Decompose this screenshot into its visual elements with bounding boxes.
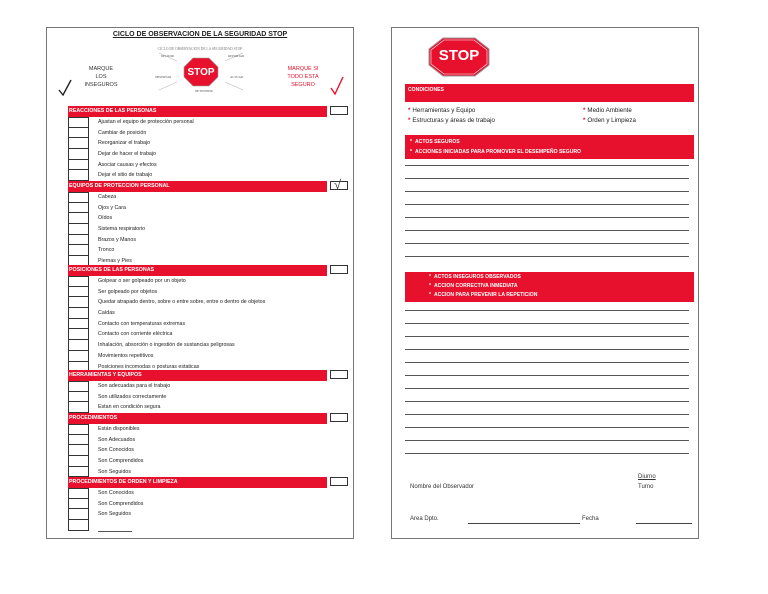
- item-checkbox[interactable]: [68, 445, 89, 456]
- shift-value: Diurno: [638, 474, 656, 480]
- observer-name-label: Nombre del Observador: [410, 484, 475, 490]
- item-checkbox[interactable]: [68, 499, 89, 510]
- date-input-line[interactable]: [636, 523, 692, 524]
- section-posiciones-header: POSICIONES DE LAS PERSONAS: [68, 265, 327, 276]
- item-checkbox[interactable]: [68, 351, 89, 362]
- item-checkbox[interactable]: [68, 435, 89, 446]
- condition-item: * Orden y Limpieza: [583, 117, 636, 124]
- item-checkbox[interactable]: [68, 319, 89, 330]
- check-mark-icon: √: [334, 177, 342, 192]
- item-checkbox[interactable]: [68, 340, 89, 351]
- section-reacciones-checkbox[interactable]: [330, 106, 348, 115]
- section-orden-limpieza-header: PROCEDIMIENTOS DE ORDEN Y LIMPIEZA: [68, 477, 327, 488]
- section-epp-checkbox[interactable]: [330, 177, 348, 192]
- actos-seguros-label: * ACTOS SEGUROS: [410, 139, 460, 145]
- item-checkbox[interactable]: [68, 488, 89, 499]
- item-checkbox[interactable]: [68, 117, 89, 128]
- section-reacciones-header: REACCIONES DE LAS PERSONAS: [68, 106, 327, 117]
- page-subtitle: CICLO DE OBSERVACION DE LA SEGURIDAD STOP: [157, 47, 243, 51]
- item-checkbox[interactable]: [68, 509, 89, 520]
- section-procedimientos-checkbox[interactable]: [330, 413, 348, 422]
- area-label: Area Dpto.: [410, 516, 439, 522]
- area-input-line[interactable]: [468, 523, 580, 524]
- item-checkbox[interactable]: [68, 245, 89, 256]
- page-title: CICLO DE OBSERVACION DE LA SEGURIDAD STOP: [112, 31, 288, 38]
- mark-safe-instruction: MARQUE SI TODO ESTA SEGURO: [287, 66, 319, 88]
- stop-sign-logo: [183, 57, 219, 87]
- mark-unsafe-instruction: MARQUE LOS INSEGUROS: [84, 66, 118, 88]
- condition-item: * Estructuras y áreas de trabajo: [408, 117, 495, 124]
- section-epp-header: EQUIPOS DE PROTECCION PERSONAL: [68, 181, 327, 192]
- blank-item-underline: [98, 531, 132, 532]
- item-checkbox[interactable]: [68, 308, 89, 319]
- section-herramientas-header: HERRAMIENTAS Y EQUIPOS: [68, 370, 327, 381]
- right-page-report: [391, 27, 699, 539]
- accion-correctiva-label: * ACCION CORRECTIVA INMEDIATA: [429, 283, 518, 289]
- shift-label: Turno: [638, 484, 654, 490]
- item-checkbox[interactable]: [68, 329, 89, 340]
- item-checkbox[interactable]: [68, 170, 89, 181]
- section-herramientas-checkbox[interactable]: [330, 370, 348, 379]
- date-label: Fecha: [582, 516, 599, 522]
- item-checkbox[interactable]: [68, 203, 89, 214]
- item-checkbox[interactable]: [68, 456, 89, 467]
- accion-prevenir-label: * ACCION PARA PREVENIR LA REPETICION: [429, 292, 538, 298]
- item-checkbox[interactable]: [68, 160, 89, 171]
- condition-item: * Herramientas y Equipo: [408, 107, 476, 114]
- condition-item: * Medio Ambiente: [583, 107, 632, 114]
- item-checkbox[interactable]: [68, 138, 89, 149]
- item-checkbox[interactable]: [68, 520, 89, 531]
- stop-logo-text: STOP: [187, 67, 215, 78]
- section-procedimientos-header: PROCEDIMIENTOS: [68, 413, 327, 424]
- item-checkbox[interactable]: [68, 213, 89, 224]
- section-orden-limpieza-checkbox[interactable]: [330, 477, 348, 486]
- stop-sign-logo: [428, 37, 490, 77]
- checkmark-icon: [57, 79, 73, 97]
- item-checkbox[interactable]: [68, 149, 89, 160]
- item-checkbox[interactable]: [68, 224, 89, 235]
- acciones-iniciadas-label: * ACCIONES INICIADAS PARA PROMOVER EL DESEMPEÑO SEGURO: [410, 149, 582, 155]
- item-checkbox[interactable]: [68, 424, 89, 435]
- section-posiciones-checkbox[interactable]: [330, 265, 348, 274]
- stop-logo-text: STOP: [438, 47, 480, 64]
- item-checkbox[interactable]: [68, 392, 89, 403]
- item-checkbox[interactable]: [68, 402, 89, 413]
- item-checkbox[interactable]: [68, 276, 89, 287]
- item-checkbox[interactable]: [68, 235, 89, 246]
- condiciones-title: CONDICIONES: [408, 87, 444, 93]
- item-checkbox[interactable]: [68, 287, 89, 298]
- item-checkbox[interactable]: [68, 128, 89, 139]
- left-page-checklist: CICLO DE OBSERVACION DE LA SEGURIDAD STOP CICLO DE OBSERVACION DE LA SEGURIDAD STOP DECIDIR REPORTAR OBSERVAR ACTUAR DETENERSE STOP MARQUE LOS INSEGUROS MARQUE SI TODO ESTA SEGURO REACCIONES DE LAS PERSONAS Ajustan el equipo de protección personal Cambiar de posición Reorganizar el trabajo Dejar de hacer el trabajo Asociar causas y efectos Dejar el sitio de trabajo EQUIPOS DE PROTECCION PERSONAL √ Cabeza Ojos y Cara Oídos Sistema respiratorio Brazos y Manos Tronco Piernas y Pies POSICIONES DE LAS PERSONAS Golpear o ser golpeado por un objeto Ser golpeado por objetos Quedar atrapado dentro, sobre o entre sobre, entre o dentro de objetos Caídas Contacto con temperaturas extremas Contacto con corriente eléctrica Inhalación, absorción o ingestión de sustancias peligrosas Movimientos repetitivos Posiciones incomodas o posturas estaticas HERRAMIENTAS Y EQUIPOS Son adecuadas para el trabajo Son utilizados correctamente Estan en condición segura PROCEDIMIENTOS Están disponibles Son Adecuados Son Conocidos Son Comprendidos Son Seguidos PROCEDIMIENTOS DE ORDEN Y LIMPIEZA Son Conocidos Son Comprendidos Son Seguidos: [46, 27, 354, 539]
- condiciones-box: [405, 84, 694, 102]
- item-checkbox[interactable]: [68, 467, 89, 478]
- item-checkbox[interactable]: [68, 192, 89, 203]
- red-checkmark-icon: [329, 76, 345, 96]
- actos-inseguros-label: * ACTOS INSEGUROS OBSERVADOS: [429, 274, 521, 280]
- item-checkbox[interactable]: [68, 297, 89, 308]
- item-checkbox[interactable]: [68, 381, 89, 392]
